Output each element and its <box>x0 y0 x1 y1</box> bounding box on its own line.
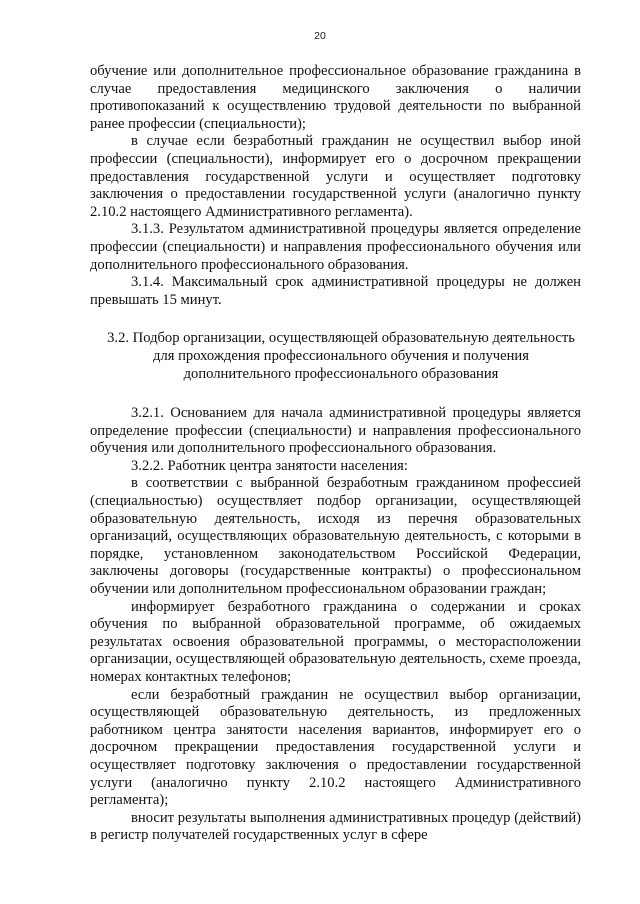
section-heading-3-2: 3.2. Подбор организации, осуществляющей образовательную деятельность для прохождения профессионального обучения и получения дополнительного профессионального образования <box>107 330 575 382</box>
paragraph-3-2-1: 3.2.1. Основанием для начала административной процедуры является определение профессии (специальности) и направления профессионального обучения или дополнительного профессионального образования. <box>90 405 581 457</box>
list-item: если безработный гражданин не осуществил выбор организации, осуществляющей образовательную деятельность, из предложенных работником центра занятости населения вариантов, информирует его о досрочном прекращении предоставления государственной услуги и осуществляет подготовку заключения о предоставлении государственной услуги (аналогично пункту 2.10.2 настоящего Административного регламента); <box>90 686 581 809</box>
list-item: информирует безработного гражданина о содержании и сроках обучения по выбранной образовательной программе, об ожидаемых результатах освоения образовательной программы, о месторасположении организации, осуществляющей образовательную деятельность, схеме проезда, номерах контактных телефонов; <box>90 598 581 685</box>
paragraph-3-1-4: 3.1.4. Максимальный срок административной процедуры не должен превышать 15 минут. <box>90 274 581 308</box>
paragraph-3-2-2: 3.2.2. Работник центра занятости населения: <box>131 457 408 474</box>
document-body <box>90 63 581 845</box>
paragraph: в случае если безработный гражданин не осуществил выбор иной профессии (специальности), информирует его о досрочном прекращении предоставления государственной услуги и осуществляет подготовку заключения о предоставлении государственной услуги (аналогично пункту 2.10.2 настоящего Административного регламента). <box>90 133 581 220</box>
list-item: вносит результаты выполнения административных процедур (действий) в регистр получателей государственных услуг в сфере <box>90 809 581 844</box>
list-item: в соответствии с выбранной безработным гражданином профессией (специальностью) осуществляет подбор организации, осуществляющей образовательную деятельность, исходя из перечня образовательных организаций, осуществляющих образовательную деятельность, с которыми в порядке, установленном законодательством Российской Федерации, заключены договоры (государственные контракты) о профессиональном обучении или дополнительном профессиональном образовании граждан; <box>90 475 581 598</box>
paragraph-continuation: обучение или дополнительное профессиональное образование гражданина в случае предоставления медицинского заключения о наличии противопоказаний к осуществлению трудовой деятельности по выбранной ранее профессии (специальности); <box>90 63 581 132</box>
paragraph-3-1-3: 3.1.3. Результатом административной процедуры является определение профессии (специальности) и направления профессионального обучения или дополнительного профессионального образования. <box>90 221 581 273</box>
page-number: 20 <box>314 30 326 42</box>
